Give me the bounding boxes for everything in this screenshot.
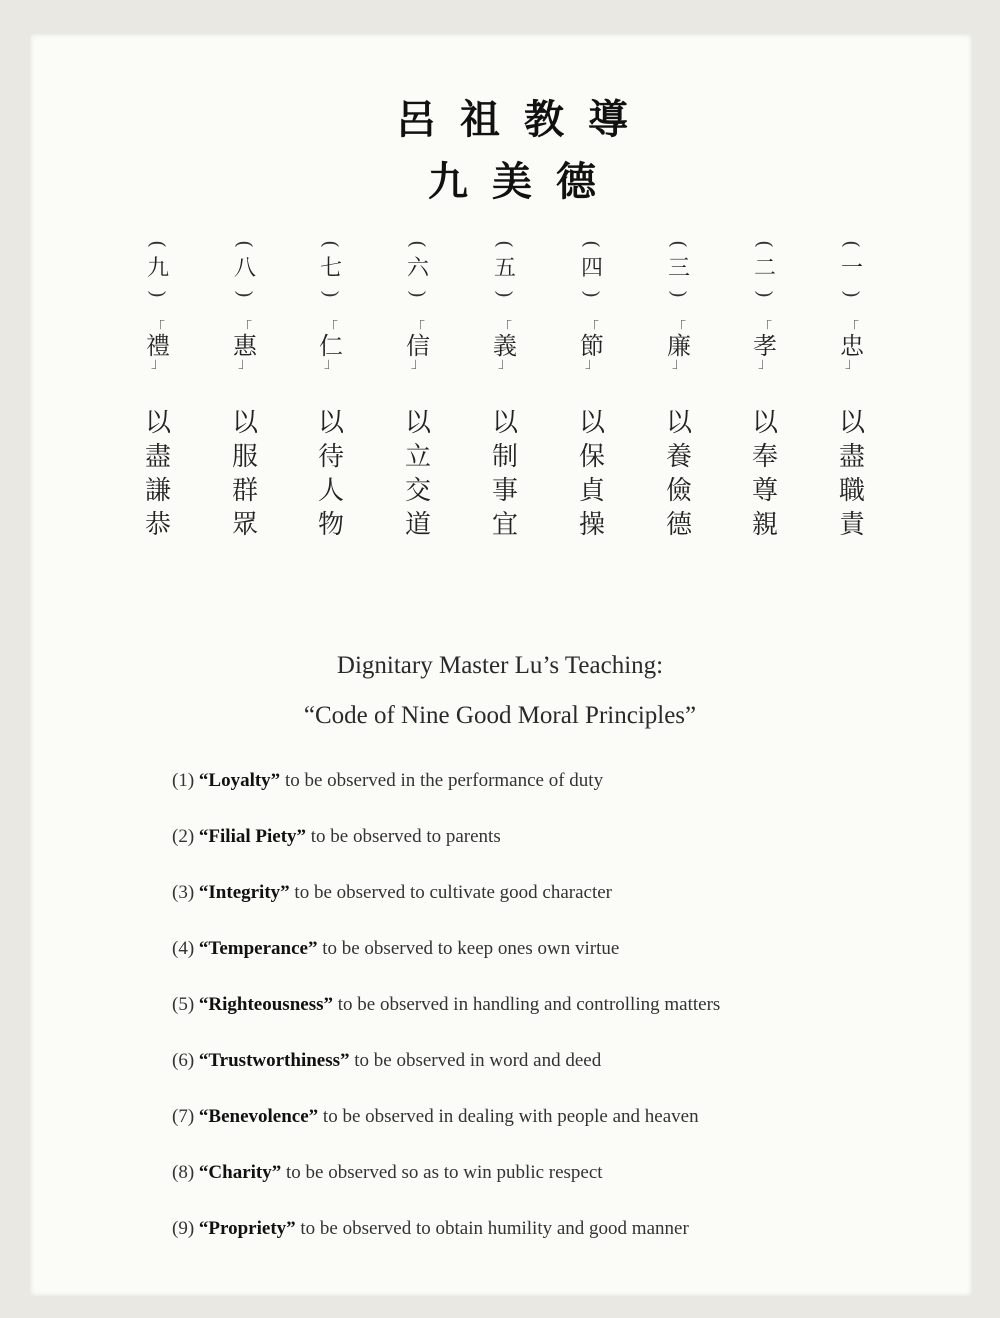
list-item: (7) “Benevolence” to be observed in dealing with people and heaven xyxy=(172,1106,699,1127)
list-item: (6) “Trustworthiness” to be observed in word and deed xyxy=(172,1050,602,1071)
virtue-column xyxy=(659,238,699,542)
virtue-description: 以養儉德 xyxy=(665,408,692,540)
virtue-name: 「 忠 」 xyxy=(840,320,864,372)
virtue-column xyxy=(572,238,612,542)
virtue-name: 「 禮 」 xyxy=(146,320,170,372)
virtue-column xyxy=(225,238,265,542)
virtue-description: 以盡職責 xyxy=(838,408,865,540)
virtue-description: 以制事宜 xyxy=(491,408,518,540)
virtue-column xyxy=(398,238,438,542)
english-subtitle: “Code of Nine Good Moral Principles” xyxy=(303,702,697,729)
chinese-subtitle: 九美德 xyxy=(428,159,620,205)
virtue-description: 以保貞操 xyxy=(578,408,605,540)
list-item: (3) “Integrity” to be observed to cultivate good character xyxy=(172,882,613,903)
virtue-description: 以待人物 xyxy=(317,408,344,540)
column-number: ( 六 ) xyxy=(405,240,430,298)
virtue-column xyxy=(485,238,525,542)
column-number: ( 四 ) xyxy=(579,240,604,298)
virtue-name: 「 廉 」 xyxy=(667,320,691,372)
virtue-name: 「 仁 」 xyxy=(319,320,343,372)
virtue-column xyxy=(311,238,351,542)
column-number: ( 三 ) xyxy=(666,240,691,298)
virtue-name: 「 義 」 xyxy=(493,320,517,372)
column-number: ( 八 ) xyxy=(232,240,257,298)
column-number: ( 二 ) xyxy=(752,240,777,298)
virtue-column xyxy=(138,238,178,542)
column-number: ( 一 ) xyxy=(839,240,864,298)
virtue-name: 「 信 」 xyxy=(406,320,430,372)
list-item: (8) “Charity” to be observed so as to win public respect xyxy=(172,1162,603,1183)
column-number: ( 五 ) xyxy=(492,240,517,298)
virtue-column xyxy=(832,238,872,542)
virtue-description: 以服群眾 xyxy=(231,408,258,540)
virtue-name: 「 孝 」 xyxy=(753,320,777,372)
list-item: (2) “Filial Piety” to be observed to parents xyxy=(172,826,501,847)
principles-list xyxy=(172,766,872,1270)
column-number: ( 七 ) xyxy=(318,240,343,298)
virtue-name: 「 節 」 xyxy=(580,320,604,372)
list-item: (1) “Loyalty” to be observed in the performance of duty xyxy=(172,770,604,791)
column-number: ( 九 ) xyxy=(145,240,170,298)
english-title: Dignitary Master Lu’s Teaching: xyxy=(336,652,664,679)
chinese-title: 呂祖教導 xyxy=(396,97,652,143)
list-item: (9) “Propriety” to be observed to obtain humility and good manner xyxy=(172,1218,689,1239)
virtue-column xyxy=(745,238,785,542)
list-item: (5) “Righteousness” to be observed in handling and controlling matters xyxy=(172,994,721,1015)
virtue-description: 以奉尊親 xyxy=(751,408,778,540)
virtue-name: 「 惠 」 xyxy=(233,320,257,372)
list-item: (4) “Temperance” to be observed to keep ones own virtue xyxy=(172,938,620,959)
virtue-description: 以立交道 xyxy=(404,408,431,540)
virtue-description: 以盡謙恭 xyxy=(144,408,171,540)
